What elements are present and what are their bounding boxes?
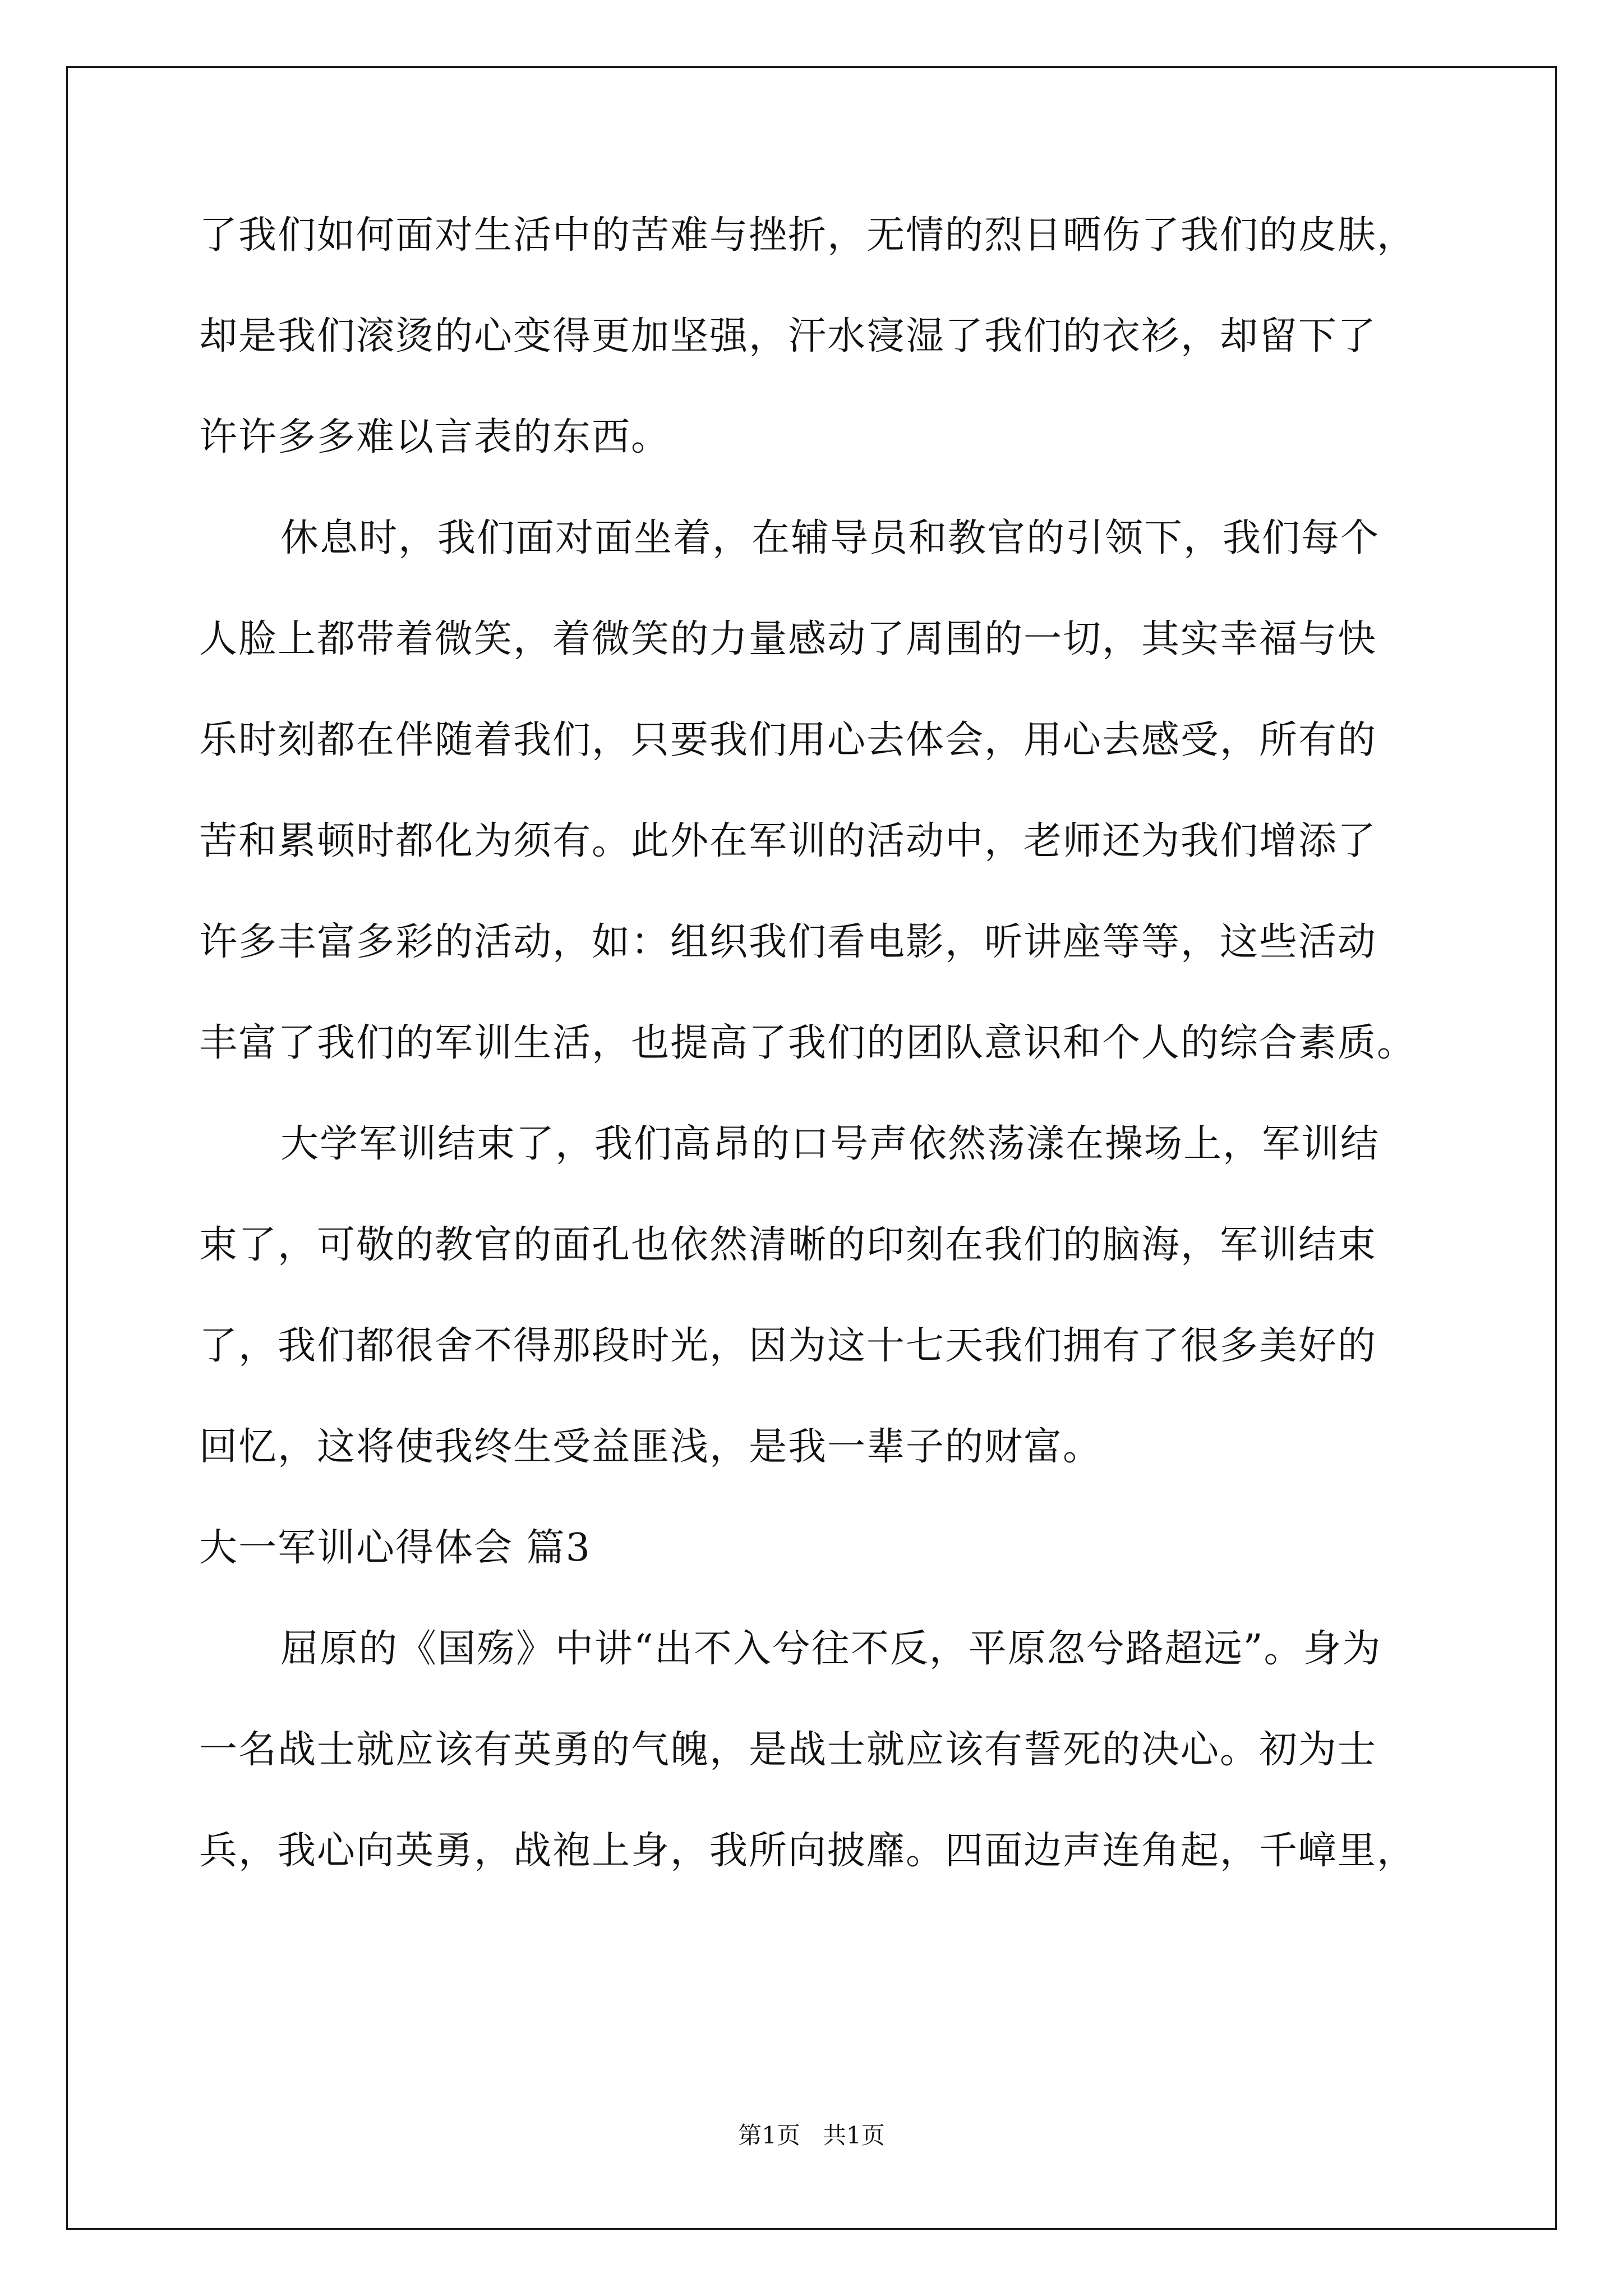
text-line: 丰富了我们的军训生活，也提高了我们的团队意识和个人的综合素质。: [199, 1021, 1417, 1065]
text-line: 却是我们滚烫的心变得更加坚强，汗水寖湿了我们的衣衫，却留下了: [199, 314, 1377, 358]
text-line: 许许多多难以言表的东西。: [199, 415, 671, 459]
text-line: 苦和累顿时都化为须有。此外在军训的活动中，老师还为我们增添了: [199, 819, 1377, 863]
paragraph-start: 休息时，我们面对面坐着，在辅导员和教官的引领下，我们每个: [280, 516, 1380, 560]
page-number-footer: 第1页 共1页: [738, 2122, 885, 2149]
text-line: 了，我们都很舍不得那段时光，因为这十七天我们拥有了很多美好的: [199, 1324, 1377, 1368]
text-line: 兵，我心向英勇，战袍上身，我所向披靡。四面边声连角起，千嶂里，: [199, 1829, 1417, 1873]
section-heading: 大一军训心得体会 篇3: [199, 1526, 591, 1570]
paragraph-start: 屈原的《国殇》中讲“出不入兮往不反，平原忽兮路超远”。身为: [280, 1627, 1382, 1671]
text-line: 束了，可敬的教官的面孔也依然清晰的印刻在我们的脑海，军训结束: [199, 1223, 1377, 1267]
text-line: 回忆，这将使我终生受益匪浅，是我一辈子的财富。: [199, 1425, 1103, 1469]
text-line: 乐时刻都在伴随着我们，只要我们用心去体会，用心去感受，所有的: [199, 718, 1377, 762]
text-line: 许多丰富多彩的活动，如：组织我们看电影，听讲座等等，这些活动: [199, 920, 1377, 964]
text-line: 一名战士就应该有英勇的气魄，是战士就应该有誓死的决心。初为士: [199, 1728, 1377, 1772]
text-line: 了我们如何面对生活中的苦难与挫折，无情的烈日晒伤了我们的皮肤，: [199, 213, 1417, 257]
paragraph-start: 大学军训结束了，我们高昂的口号声依然荡漾在操场上，军训结: [280, 1122, 1380, 1166]
text-line: 人脸上都带着微笑，着微笑的力量感动了周围的一切，其实幸福与快: [199, 617, 1377, 661]
